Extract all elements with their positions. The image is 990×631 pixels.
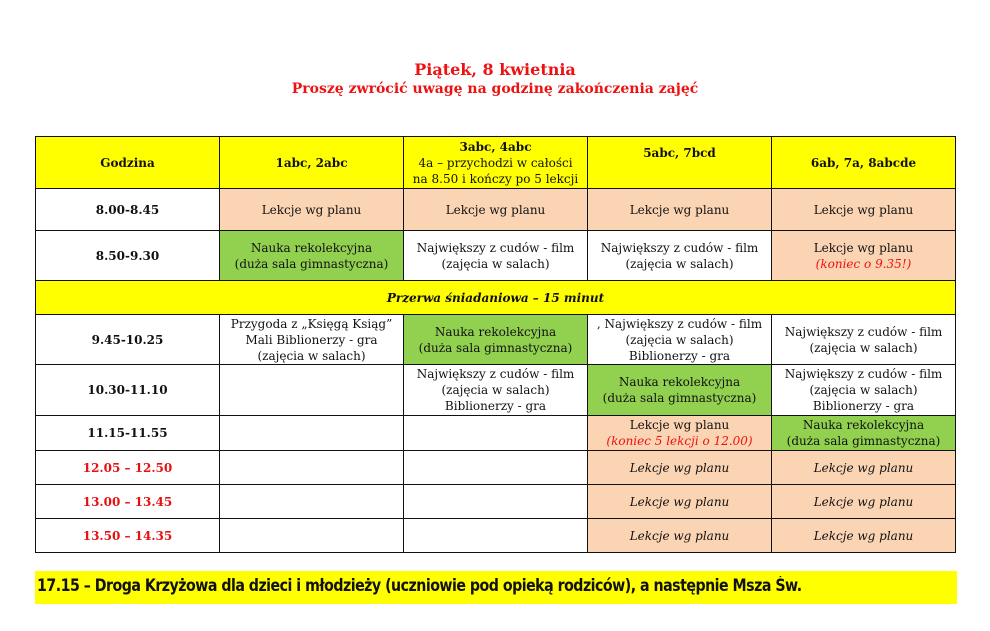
header-row [36,137,956,189]
schedule-cell: Lekcje wg planu [772,485,956,519]
table-row [36,519,956,553]
time-slot: 11.15-11.55 [36,416,220,451]
schedule-cell: Lekcje wg planu [772,451,956,485]
schedule-cell: Lekcje wg planu [588,519,772,553]
table-row [36,231,956,281]
schedule-cell-empty [404,519,588,553]
column-header-note: na 8.50 i kończy po 5 lekcji [412,171,579,186]
cell-text: Przygoda z „Księgą Ksiąg” [230,316,393,331]
schedule-cell: Lekcje wg planu [772,189,956,231]
schedule-cell: Lekcje wg planu [772,519,956,553]
cell-text: (zajęcia w salach) [441,256,550,271]
time-slot: 8.00-8.45 [36,189,220,231]
cell-text: (zajęcia w salach) [809,383,918,397]
cell-text: Biblionerzy - gra [628,348,731,363]
cell-text: Lekcje wg planu [813,240,914,255]
cell-text: (duża sala gimnastyczna) [418,340,573,355]
cell-text: (zajęcia w salach) [257,348,366,363]
schedule-cell: Lekcje wg planu [588,189,772,231]
schedule-cell-empty [220,451,404,485]
column-header-time: Godzina [36,137,220,189]
time-slot: 12.05 – 12.50 [36,451,220,485]
cell-text: Nauka rekolekcyjna [250,240,373,255]
table-row [36,189,956,231]
schedule-cell [404,231,588,281]
schedule-cell [220,231,404,281]
schedule-cell [772,315,956,365]
column-header-note: 4a – przychodzi w całości [418,155,573,170]
schedule-cell [588,315,772,365]
cell-text: , Największy z cudów - film [596,316,763,331]
page-subtitle: Proszę zwrócić uwagę na godzinę zakończenia zajęć [291,81,699,97]
break-row [36,281,956,315]
table-row [36,485,956,519]
cell-text: (zajęcia w salach) [625,332,734,347]
schedule-cell: Lekcje wg planu [404,189,588,231]
table-row [36,315,956,365]
time-slot: 13.00 – 13.45 [36,485,220,519]
time-slot: 9.45-10.25 [36,315,220,365]
end-time-note: (koniec 5 lekcji o 12.00) [606,434,753,448]
column-header-1abc-2abc: 1abc, 2abc [220,137,404,189]
time-slot: 13.50 – 14.35 [36,519,220,553]
schedule-cell [404,365,588,416]
end-time-note: (koniec o 9.35!) [815,256,912,271]
cell-text: (zajęcia w salach) [809,340,918,355]
schedule-cell [772,416,956,451]
schedule-table [35,136,956,553]
evening-event-banner [35,571,957,604]
column-header-6ab-7a-8abcde: 6ab, 7a, 8abcde [772,137,956,189]
cell-text: Największy z cudów - film [600,240,759,255]
cell-text: Biblionerzy - gra [444,399,547,413]
cell-text: Nauka rekolekcyjna [618,375,741,389]
schedule-cell-empty [404,416,588,451]
column-header-5abc-7bcd: 5abc, 7bcd [588,137,772,189]
cell-text: (duża sala gimnastyczna) [786,434,941,448]
schedule-cell [588,231,772,281]
cell-text: Lekcje wg planu [629,418,730,432]
schedule-cell [404,315,588,365]
cell-text: (zajęcia w salach) [625,256,734,271]
table-row [36,451,956,485]
cell-text: Nauka rekolekcyjna [434,324,557,339]
cell-text: (zajęcia w salach) [441,383,550,397]
cell-text: (duża sala gimnastyczna) [602,391,757,405]
schedule-cell: Lekcje wg planu [588,485,772,519]
schedule-cell [588,416,772,451]
breakfast-break: Przerwa śniadaniowa – 15 minut [36,281,956,315]
cell-text: Największy z cudów - film [784,324,943,339]
schedule-cell [772,365,956,416]
schedule-cell [220,315,404,365]
schedule-cell [772,231,956,281]
time-slot: 8.50-9.30 [36,231,220,281]
schedule-cell: Lekcje wg planu [220,189,404,231]
schedule-cell-empty [404,451,588,485]
schedule-cell-empty [220,416,404,451]
time-slot: 10.30-11.10 [36,365,220,416]
column-header-title: 3abc, 4abc [459,139,532,154]
schedule-cell-empty [220,519,404,553]
table-row [36,365,956,416]
schedule-cell-empty [220,485,404,519]
cell-text: Nauka rekolekcyjna [802,418,925,432]
cell-text: Największy z cudów - film [784,367,943,381]
cell-text: Największy z cudów - film [416,240,575,255]
schedule-cell: Lekcje wg planu [588,451,772,485]
schedule-cell [588,365,772,416]
table-row [36,416,956,451]
schedule-cell-empty [404,485,588,519]
cell-text: Biblionerzy - gra [812,399,915,413]
column-header-3abc-4abc [404,137,588,189]
evening-event-text: 17.15 – Droga Krzyżowa dla dzieci i młodzieży (uczniowie pod opieką rodziców), a następnie Msza Św. [37,576,802,595]
cell-text: Mali Biblionerzy - gra [245,332,378,347]
page-title: Piątek, 8 kwietnia [414,60,576,79]
cell-text: (duża sala gimnastyczna) [234,256,389,271]
schedule-cell-empty [220,365,404,416]
cell-text: Największy z cudów - film [416,367,575,381]
